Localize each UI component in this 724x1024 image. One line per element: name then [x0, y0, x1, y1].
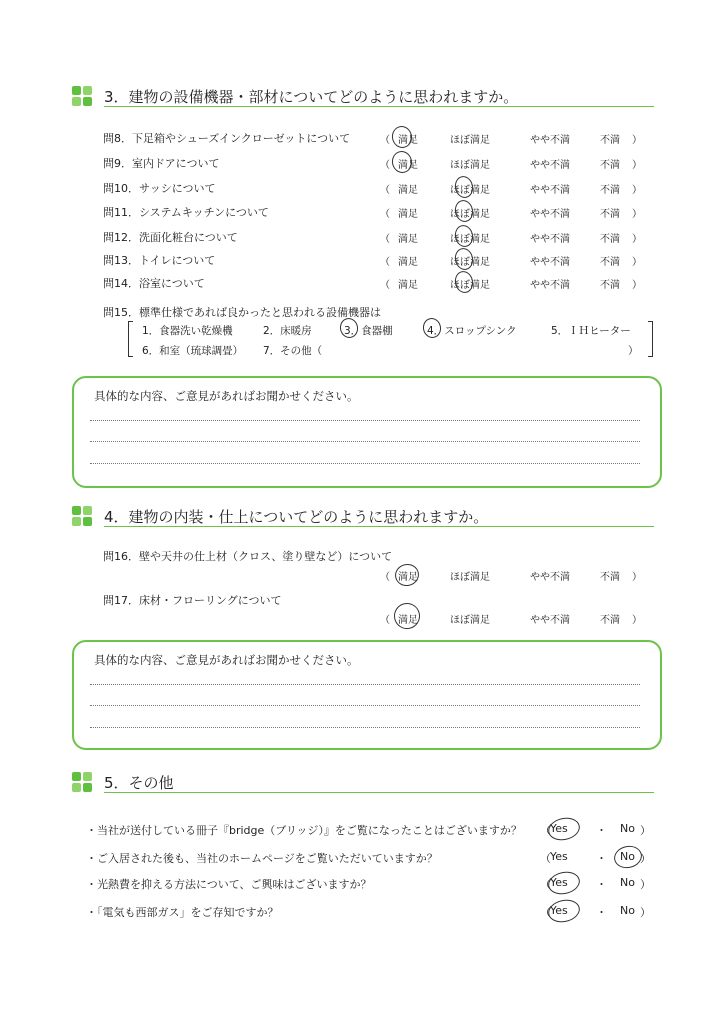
q13-option-3[interactable]: やや不満: [530, 257, 570, 268]
q15-option-4[interactable]: 4．スロップシンク: [427, 325, 517, 337]
q15-option-7[interactable]: 7．その他（: [263, 345, 323, 357]
s5-q3-yes-option[interactable]: Yes: [550, 876, 568, 889]
section5-divider: [104, 792, 654, 793]
punct: ・: [596, 906, 607, 919]
punct: （: [540, 852, 551, 865]
q11-option-1[interactable]: 満足: [398, 209, 418, 220]
q10-option-3[interactable]: やや不満: [530, 185, 570, 196]
punct: ・: [596, 852, 607, 865]
paren: （: [380, 135, 390, 146]
comment-line: [90, 420, 640, 421]
q8-options: [380, 131, 640, 145]
q9-option-1[interactable]: 満足: [398, 160, 418, 171]
s5-q3-label: ・光熱費を抑える方法について、ご興味はございますか？: [86, 878, 372, 891]
q12-option-3[interactable]: やや不満: [530, 234, 570, 245]
s5-q1-selection-mark: [546, 815, 582, 843]
q9-options: [380, 156, 640, 170]
q8-option-3[interactable]: やや不満: [530, 135, 570, 146]
q11-label: 問11．システムキッチンについて: [103, 206, 269, 219]
q13-options: [380, 253, 640, 267]
q13-option-4[interactable]: 不満: [600, 257, 620, 268]
q8-label: 問8．下足箱やシューズインクローゼットについて: [103, 132, 351, 145]
paren: ）: [632, 257, 642, 268]
q15-close-paren: ）: [628, 345, 639, 357]
s5-q4-selection-mark: [546, 897, 582, 925]
paren: ）: [632, 234, 642, 245]
q15-option-6[interactable]: 6．和室（琉球調畳）: [142, 345, 244, 357]
section4-title: 4．建物の内装・仕上についてどのように思われますか。: [104, 508, 489, 526]
s5-q1-label: ・当社が送付している冊子『bridge（ブリッジ）』をご覧になったことはございますか？: [86, 824, 522, 837]
comment-line: [90, 705, 640, 706]
q14-option-4[interactable]: 不満: [600, 280, 620, 291]
comment-line: [90, 463, 640, 464]
punct: ）: [640, 852, 651, 865]
q13-option-2[interactable]: ほぼ満足: [450, 257, 490, 268]
s5-q4-no-option[interactable]: No: [620, 904, 635, 917]
section4-divider: [104, 526, 654, 527]
q17-selection-mark: [392, 601, 423, 632]
punct: （: [540, 824, 551, 837]
q12-options: [380, 230, 640, 244]
q17-option-4[interactable]: 不満: [600, 615, 620, 626]
paren: ）: [632, 160, 642, 171]
s5-q4-label: ・「電気も西部ガス」をご存知ですか？: [86, 906, 279, 919]
q11-options: [380, 205, 640, 219]
s5-q2-yes-option[interactable]: Yes: [550, 850, 568, 863]
q13-label: 問13．トイレについて: [103, 254, 216, 267]
q15-bracket-right: [648, 321, 653, 357]
q17-options: （ 満足 ほぼ満足 やや不満 不満 ）: [380, 611, 640, 625]
q11-option-2[interactable]: ほぼ満足: [450, 209, 490, 220]
q16-option-3[interactable]: やや不満: [530, 572, 570, 583]
q14-option-3[interactable]: やや不満: [530, 280, 570, 291]
paren: ）: [632, 135, 642, 146]
s5-q3-no-option[interactable]: No: [620, 876, 635, 889]
paren: （: [380, 185, 390, 196]
q16-option-4[interactable]: 不満: [600, 572, 620, 583]
paren: （: [380, 209, 390, 220]
section3-divider: [104, 106, 654, 107]
q13-option-1[interactable]: 満足: [398, 257, 418, 268]
q15-option-2[interactable]: 2．床暖房: [263, 325, 312, 337]
clover-icon: [72, 506, 92, 526]
q10-option-1[interactable]: 満足: [398, 185, 418, 196]
punct: ・: [596, 824, 607, 837]
q11-option-4[interactable]: 不満: [600, 209, 620, 220]
paren: ）: [632, 280, 642, 291]
q15-option-3[interactable]: 3．食器棚: [344, 325, 393, 337]
section4-comment-box[interactable]: [72, 640, 662, 750]
punct: ）: [640, 824, 651, 837]
q15-option-5[interactable]: 5．ＩＨヒーター: [551, 325, 631, 337]
section3-comment-box[interactable]: [72, 376, 662, 488]
q16-label: 問16．壁や天井の仕上材（クロス、塗り壁など）について: [103, 550, 393, 563]
punct: ・: [596, 878, 607, 891]
q10-label: 問10．サッシについて: [103, 182, 216, 195]
q9-option-3[interactable]: やや不満: [530, 160, 570, 171]
paren: （: [380, 257, 390, 268]
q11-option-3[interactable]: やや不満: [530, 209, 570, 220]
s5-q4-yes-option[interactable]: Yes: [550, 904, 568, 917]
q16-option-2[interactable]: ほぼ満足: [450, 572, 490, 583]
q9-label: 問9．室内ドアについて: [103, 157, 220, 170]
paren: （: [380, 234, 390, 245]
q14-option-1[interactable]: 満足: [398, 280, 418, 291]
q17-option-3[interactable]: やや不満: [530, 615, 570, 626]
q16-selection-mark: [393, 562, 421, 589]
paren: （: [380, 280, 390, 291]
section4-comment-prompt: 具体的な内容、ご意見があればお聞かせください。: [94, 653, 359, 667]
q17-option-2[interactable]: ほぼ満足: [450, 615, 490, 626]
q17-label: 問17．床材・フローリングについて: [103, 594, 282, 607]
s5-q1-yes-option[interactable]: Yes: [550, 822, 568, 835]
q10-option-2[interactable]: ほぼ満足: [450, 185, 490, 196]
punct: （: [540, 878, 551, 891]
q16-option-1[interactable]: 満足: [398, 572, 418, 583]
punct: ）: [640, 906, 651, 919]
punct: （: [540, 906, 551, 919]
paren: ）: [632, 185, 642, 196]
section3-comment-prompt: 具体的な内容、ご意見があればお聞かせください。: [94, 389, 359, 403]
paren: ）: [632, 209, 642, 220]
paren: （: [380, 160, 390, 171]
s5-q2-no-option[interactable]: No: [620, 850, 635, 863]
q14-label: 問14．浴室について: [103, 277, 205, 290]
s5-q3-selection-mark: [546, 869, 582, 897]
q16-options: （ 満足 ほぼ満足 やや不満 不満 ）: [380, 568, 640, 582]
comment-line: [90, 727, 640, 728]
s5-q1-no-option[interactable]: No: [620, 822, 635, 835]
q15-label: 問15．標準仕様であれば良かったと思われる設備機器は: [103, 306, 381, 319]
q12-option-2[interactable]: ほぼ満足: [450, 234, 490, 245]
q12-option-4[interactable]: 不満: [600, 234, 620, 245]
q9-option-4[interactable]: 不満: [600, 160, 620, 171]
q10-options: [380, 181, 640, 195]
q8-option-2[interactable]: ほぼ満足: [450, 135, 490, 146]
q17-option-1[interactable]: 満足: [398, 615, 418, 626]
section5-title: 5．その他: [104, 774, 174, 792]
q15-bracket-left: [128, 321, 133, 357]
q12-option-1[interactable]: 満足: [398, 234, 418, 245]
q14-options: [380, 276, 640, 290]
punct: ）: [640, 878, 651, 891]
s5-q2-selection-mark: [612, 843, 644, 870]
section3-title: 3．建物の設備機器・部材についてどのように思われますか。: [104, 88, 519, 106]
clover-icon: [72, 772, 92, 792]
q8-option-4[interactable]: 不満: [600, 135, 620, 146]
q15-option-1[interactable]: 1．食器洗い乾燥機: [142, 325, 233, 337]
q10-option-4[interactable]: 不満: [600, 185, 620, 196]
comment-line: [90, 441, 640, 442]
q12-label: 問12．洗面化粧台について: [103, 231, 238, 244]
q8-option-1[interactable]: 満足: [398, 135, 418, 146]
q14-option-2[interactable]: ほぼ満足: [450, 280, 490, 291]
q9-option-2[interactable]: ほぼ満足: [450, 160, 490, 171]
comment-line: [90, 684, 640, 685]
s5-q2-label: ・ご入居された後も、当社のホームページをご覧いただいていますか？: [86, 852, 438, 865]
clover-icon: [72, 86, 92, 106]
